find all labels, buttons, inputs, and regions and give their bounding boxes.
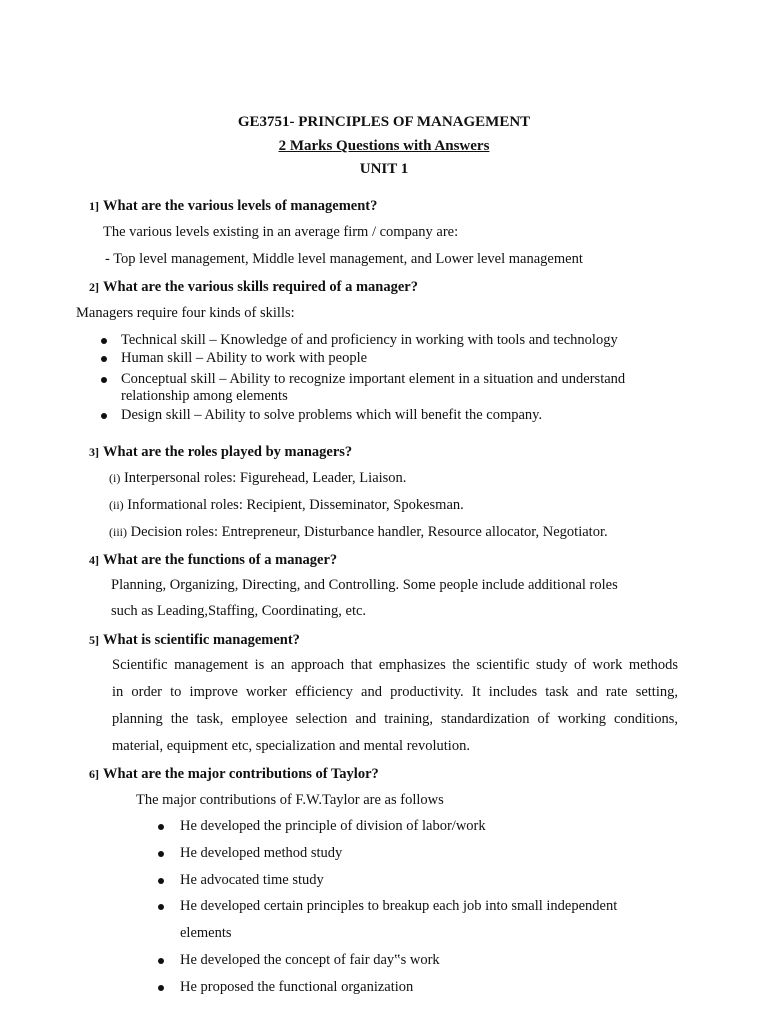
role-marker: (iii) — [109, 525, 127, 539]
bullet-icon — [101, 377, 107, 383]
question-text: What are the functions of a manager? — [103, 552, 338, 568]
list-item-continuation: relationship among elements — [121, 388, 288, 404]
role-marker: (ii) — [109, 498, 124, 512]
bullet-icon — [101, 356, 107, 362]
list-item: Human skill – Ability to work with people — [121, 350, 368, 366]
answer-line: in order to improve worker efficiency and productivity. It includes task and rate setting, — [112, 684, 678, 700]
list-item: He developed the concept of fair day‟s work — [180, 952, 440, 968]
question-text: What are the roles played by managers? — [103, 444, 353, 460]
answer-line: material, equipment etc, specialization and mental revolution. — [112, 738, 470, 754]
role-item — [109, 524, 608, 541]
role-text: Informational roles: Recipient, Disseminator, Spokesman. — [127, 497, 464, 513]
role-item — [109, 497, 464, 514]
question-1 — [89, 197, 377, 215]
list-item: He developed certain principles to breakup each job into small independent — [180, 898, 618, 914]
question-number: 3] — [89, 445, 99, 459]
question-number: 5] — [89, 633, 99, 647]
bullet-icon — [158, 904, 164, 910]
bullet-icon — [101, 338, 107, 344]
list-item: Conceptual skill – Ability to recognize important element in a situation and understand — [121, 371, 626, 387]
list-item: Design skill – Ability to solve problems which will benefit the company. — [121, 407, 543, 423]
question-4 — [89, 551, 337, 569]
question-text: What are the various levels of management? — [103, 198, 378, 214]
bullet-icon — [158, 985, 164, 991]
answer-line: - Top level management, Middle level management, and Lower level management — [105, 251, 583, 267]
list-item: He developed method study — [180, 845, 343, 861]
answer-line: such as Leading,Staffing, Coordinating, etc. — [111, 603, 367, 619]
answer-line: planning the task, employee selection and training, standardization of working conditions, — [112, 711, 678, 727]
role-text: Decision roles: Entrepreneur, Disturbance handler, Resource allocator, Negotiator. — [130, 524, 608, 540]
list-item: He advocated time study — [180, 872, 324, 888]
role-marker: (i) — [109, 471, 121, 485]
answer-intro: Managers require four kinds of skills: — [76, 305, 295, 321]
list-item: He developed the principle of division of labor/work — [180, 818, 486, 834]
bullet-icon — [101, 413, 107, 419]
bullet-icon — [158, 878, 164, 884]
question-number: 4] — [89, 553, 99, 567]
question-6 — [89, 765, 379, 783]
question-text: What is scientific management? — [103, 632, 300, 648]
answer-line: Planning, Organizing, Directing, and Controlling. Some people include additional roles — [111, 577, 618, 593]
question-number: 6] — [89, 767, 99, 781]
list-item-continuation: elements — [180, 925, 232, 941]
list-item: Technical skill – Knowledge of and proficiency in working with tools and technology — [121, 332, 618, 348]
question-number: 2] — [89, 280, 99, 294]
question-text: What are the major contributions of Taylor? — [103, 766, 379, 782]
bullet-icon — [158, 824, 164, 830]
answer-line: The various levels existing in an average firm / company are: — [103, 224, 459, 240]
question-5 — [89, 631, 300, 649]
document-title: GE3751- PRINCIPLES OF MANAGEMENT — [237, 114, 531, 130]
question-text: What are the various skills required of a manager? — [103, 279, 418, 295]
role-text: Interpersonal roles: Figurehead, Leader, Liaison. — [123, 470, 407, 486]
question-3 — [89, 443, 352, 461]
document-subtitle: 2 Marks Questions with Answers — [278, 138, 490, 154]
answer-line: Scientific management is an approach that emphasizes the scientific study of work methods — [112, 657, 678, 673]
bullet-icon — [158, 958, 164, 964]
bullet-icon — [158, 851, 164, 857]
role-item — [109, 470, 406, 487]
list-item: He proposed the functional organization — [180, 979, 414, 995]
question-number: 1] — [89, 199, 99, 213]
answer-intro: The major contributions of F.W.Taylor are as follows — [136, 792, 444, 808]
question-2 — [89, 278, 418, 296]
unit-heading: UNIT 1 — [359, 161, 409, 177]
